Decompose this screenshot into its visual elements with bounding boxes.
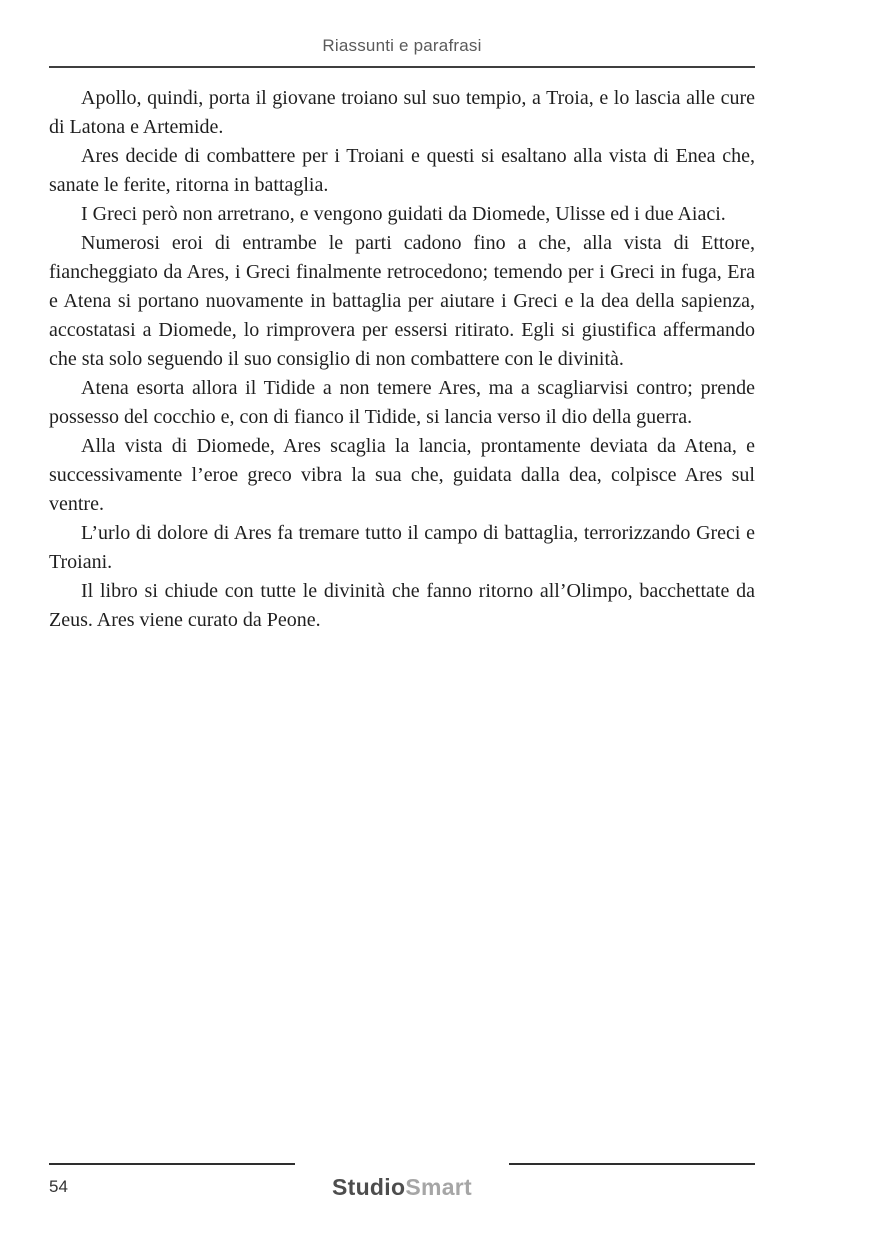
page-body xyxy=(49,84,755,635)
paragraph: Apollo, quindi, porta il giovane troiano sul suo tempio, a Troia, e lo lascia alle cure di Latona e Artemide. xyxy=(49,87,755,138)
paragraph: Alla vista di Diomede, Ares scaglia la lancia, prontamente deviata da Atena, e successivamente l’eroe greco vibra la sua che, guidata dalla dea, colpisce Ares sul ventre. xyxy=(49,435,755,515)
publisher-logo-studio: Studio xyxy=(331,1174,406,1200)
running-head-title: Riassunti e parafrasi xyxy=(322,36,482,55)
paragraph: L’urlo di dolore di Ares fa tremare tutto il campo di battaglia, terrorizzando Greci e Troiani. xyxy=(49,522,755,573)
paragraph: Il libro si chiude con tutte le divinità che fanno ritorno all’Olimpo, bacchettate da Zeus. Ares viene curato da Peone. xyxy=(49,580,755,631)
page-number: 54 xyxy=(49,1177,68,1196)
paragraph: I Greci però non arretrano, e vengono guidati da Diomede, Ulisse ed i due Aiaci. xyxy=(81,203,726,225)
paragraph: Ares decide di combattere per i Troiani e questi si esaltano alla vista di Enea che, sanate le ferite, ritorna in battaglia. xyxy=(49,145,755,196)
publisher-logo xyxy=(295,1174,509,1201)
footer-rule-right xyxy=(509,1163,755,1165)
paragraph: Numerosi eroi di entrambe le parti cadono fino a che, alla vista di Ettore, fiancheggiato da Ares, i Greci finalmente retrocedono; temendo per i Greci in fuga, Era e Atena si portano nuovamente in battaglia per aiutare i Greci e la dea della sapienza, accostatasi a Diomede, lo rimprovera per essersi ritirato. Egli si giustifica affermando che sta solo seguendo il suo consiglio di non combattere con le divinità. xyxy=(49,232,755,370)
paragraph: Atena esorta allora il Tidide a non temere Ares, ma a scagliarvisi contro; prende possesso del cocchio e, con di fianco il Tidide, si lancia verso il dio della guerra. xyxy=(49,377,755,428)
header-rule xyxy=(49,66,755,68)
page-header xyxy=(49,36,755,68)
page-footer xyxy=(49,1163,755,1223)
publisher-logo-smart: Smart xyxy=(405,1174,473,1200)
footer-rule-left xyxy=(49,1163,295,1165)
